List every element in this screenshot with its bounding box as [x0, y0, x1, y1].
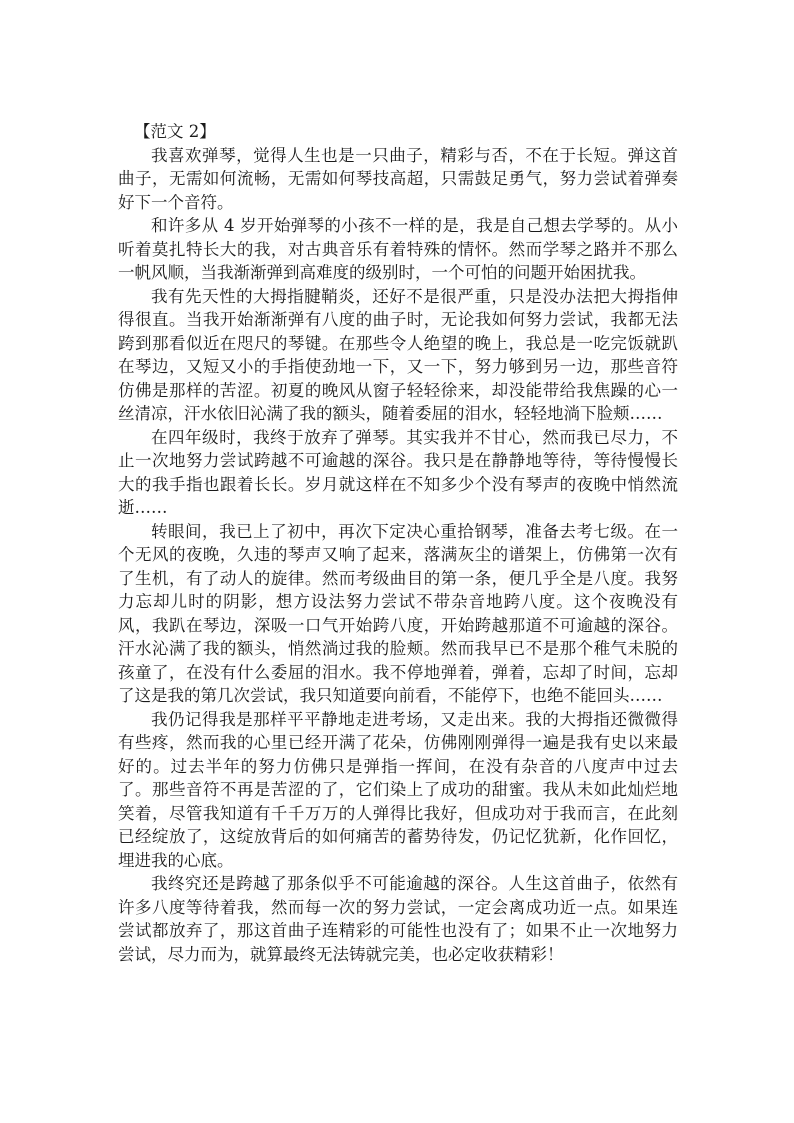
- paragraph-2: 和许多从 4 岁开始弹琴的小孩不一样的是，我是自己想去学琴的。从小听着莫扎特长大的我，对古典音乐有着特殊的情怀。然而学琴之路并不那么一帆风顺，当我渐渐弹到高难度的级别时，一个可怕的问题开始困扰我。: [118, 216, 678, 282]
- essay-heading: 【范文 2】: [134, 122, 216, 141]
- paragraph-7: 我终究还是跨越了那条似乎不可能逾越的深谷。人生这首曲子，依然有许多八度等待着我，然而每一次的努力尝试，一定会离成功近一点。如果连尝试都放弃了，那这首曲子连精彩的可能性也没有了；如果不止一次地努力尝试，尽力而为，就算最终无法铸就完美，也必定收获精彩！: [118, 874, 678, 964]
- document-page: [118, 120, 678, 966]
- paragraph-6: 我仍记得我是那样平平静地走进考场，又走出来。我的大拇指还微微得有些疼，然而我的心里已经开满了花朵，仿佛刚刚弹得一遍是我有史以来最好的。过去半年的努力仿佛只是弹指一挥间，在没有杂音的八度声中过去了。那些音符不再是苦涩的了，它们染上了成功的甜蜜。我从未如此灿烂地笑着，尽管我知道有千千万万的人弹得比我好，但成功对于我而言，在此刻已经绽放了，这绽放背后的如何痛苦的蓄势待发，仍记忆犹新，化作回忆，埋进我的心底。: [118, 709, 678, 870]
- paragraph-5: 转眼间，我已上了初中，再次下定决心重拾钢琴，准备去考七级。在一个无风的夜晚，久违的琴声又响了起来，落满灰尘的谱架上，仿佛第一次有了生机，有了动人的旋律。然而考级曲目的第一条，便几乎全是八度。我努力忘却儿时的阴影，想方设法努力尝试不带杂音地跨八度。这个夜晚没有风，我趴在琴边，深吸一口气开始跨八度，开始跨越那道不可逾越的深谷。汗水沁满了我的额头，悄然淌过我的脸颊。然而我早已不是那个稚气未脱的孩童了，在没有什么委屈的泪水。我不停地弹着，弹着，忘却了时间，忘却了这是我的第几次尝试，我只知道要向前看，不能停下，也绝不能回头……: [118, 521, 678, 705]
- paragraph-3: 我有先天性的大拇指腱鞘炎，还好不是很严重，只是没办法把大拇指伸得很直。当我开始渐渐弹有八度的曲子时，无论我如何努力尝试，我都无法跨到那看似近在咫尺的琴键。在那些令人绝望的晚上，我总是一吃完饭就趴在琴边，又短又小的手指使劲地一下，又一下，努力够到另一边，那些音符仿佛是那样的苦涩。初夏的晚风从窗子轻轻徐来，却没能带给我焦躁的心一丝清凉，汗水依旧沁满了我的额头，随着委屈的泪水，轻轻地淌下脸颊……: [118, 286, 678, 423]
- paragraph-4: 在四年级时，我终于放弃了弹琴。其实我并不甘心，然而我已尽力，不止一次地努力尝试跨越不可逾越的深谷。我只是在静静地等待，等待慢慢长大的我手指也跟着长长。岁月就这样在不知多少个没有琴声的夜晚中悄然流逝……: [118, 427, 678, 517]
- paragraph-1: 我喜欢弹琴，觉得人生也是一只曲子，精彩与否，不在于长短。弹这首曲子，无需如何流畅，无需如何琴技高超，只需鼓足勇气，努力尝试着弹奏好下一个音符。: [118, 145, 678, 212]
